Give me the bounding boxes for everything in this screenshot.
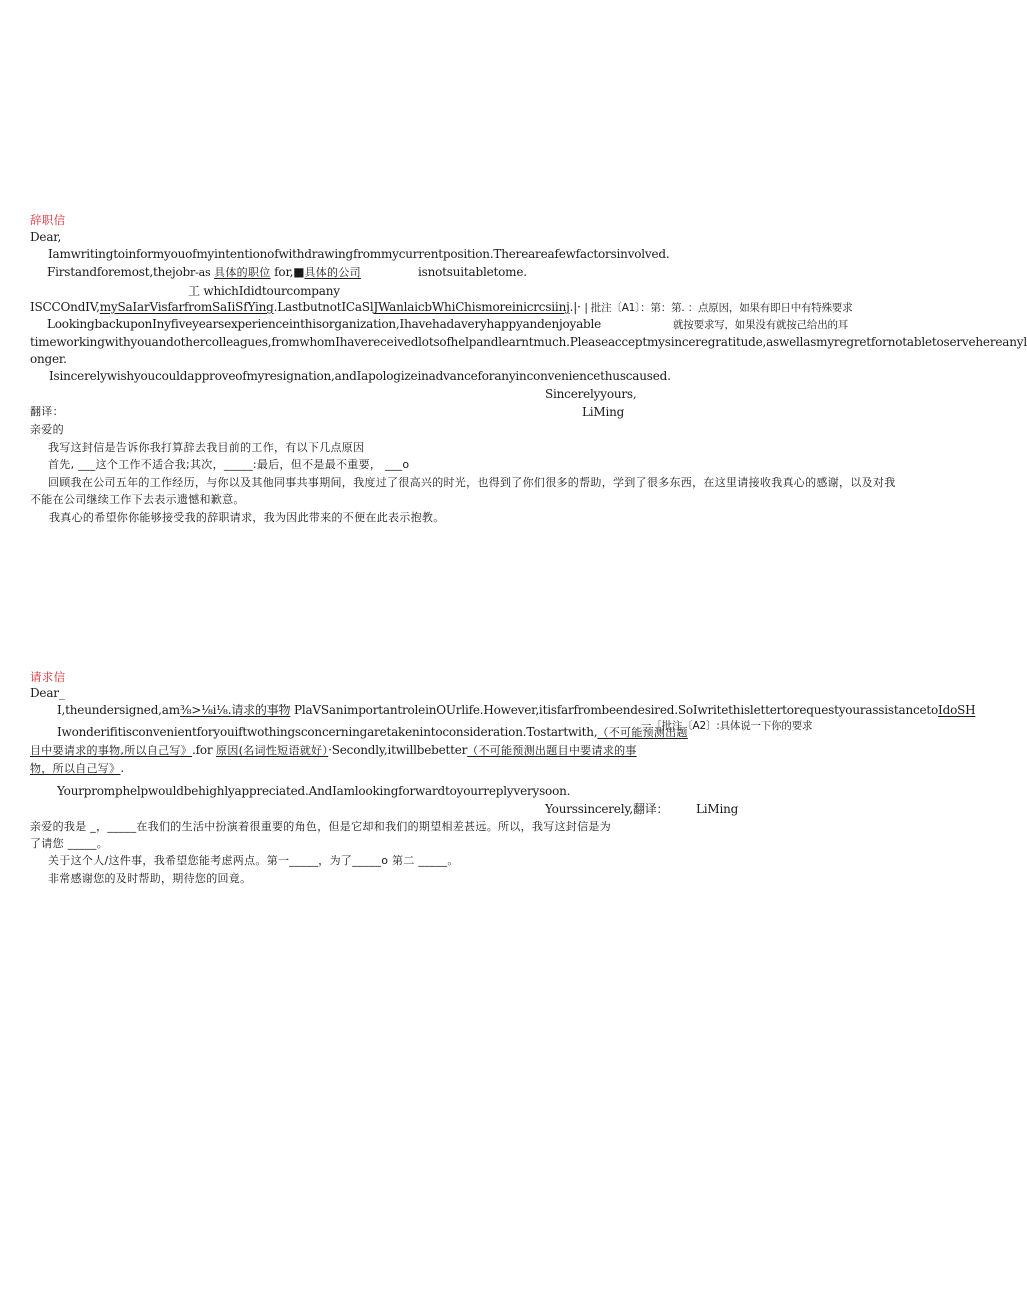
zh-paragraph-2: 首先, ___这个工作不适合我;其次，_____:最后，但不是最不重要， ___o: [48, 458, 410, 471]
request-salutation: Dear_: [30, 686, 65, 700]
rp1-underlined-d: IdoSH: [938, 703, 976, 717]
request-zh-paragraph-1b: 了请您 _____。: [30, 837, 108, 850]
rp2-underlined-b: （不可能预测出题: [597, 726, 688, 739]
rp1-text-c: PlaVSanimportantroleinOUrlife.However,itisfarfrombeendesired.SoIwritethislettertorequestyourassistanceto: [290, 703, 939, 717]
request-signature: LiMing: [696, 802, 739, 816]
rp3-underlined-c: 原因(名词性短语就好）: [216, 744, 329, 757]
rp1-underlined-b: ⅜>⅛i⅛.请求的事物: [179, 703, 291, 717]
resignation-paragraph-4-line-1: [47, 316, 601, 332]
resignation-salutation: Dear,: [30, 230, 62, 244]
request-paragraph-2-line-1: [57, 724, 688, 741]
resignation-closing: Sincerelyyours,: [545, 387, 637, 401]
resignation-heading: 辞职信: [30, 213, 66, 227]
zh-paragraph-1: 我写这封信是告诉你我打算辞去我目前的工作，有以下几点原因: [48, 441, 365, 454]
p3-text-a: ISCCOndIV,: [30, 300, 100, 314]
comment-a1: | 批注〔A1〕：第：第. ：点原因，如果有即日中有特殊要求: [584, 302, 853, 314]
zh-paragraph-3-line-2: 不能在公司继续工作下去表示遗憾和歉意。: [30, 493, 245, 506]
resignation-paragraph-4-line-3: onger.: [30, 352, 67, 366]
request-paragraph-3: Yourpromphelpwouldbehighlyappreciated.AndIamlookingforwardtoyourreplyverysoon.: [57, 784, 571, 798]
p3-text-c: .LastbutnotICaSl: [273, 300, 374, 314]
p4-text-b: Inyfiveyearsexperienceinthisorganization,Ihavehadaveryhappyandenjoyable: [152, 317, 602, 331]
translation-label: 翻译：: [30, 405, 64, 418]
resignation-paragraph-2: [47, 264, 361, 281]
request-paragraph-2-line-2: [30, 742, 637, 759]
rp3-text-d: ·Secondly,itwillbebetter: [328, 743, 468, 757]
zh-paragraph-3-line-1: 回顾我在公司五年的工作经历，与你以及其他同事共事期间，我度过了很高兴的时光，也得到了你们很多的帮助，学到了很多东西，在这里请接收我真心的感谢，以及对我: [48, 476, 896, 489]
resignation-paragraph-2-end: isnotsuitabletome.: [418, 265, 527, 279]
rp1-text-a: I,theundersigned,am: [57, 703, 180, 717]
blank-position: 具体的职位: [214, 266, 271, 279]
request-paragraph-1: [57, 702, 975, 718]
rp4-underlined-a: 物，所以自己写》: [30, 762, 121, 775]
resignation-paragraph-5: Isincerelywishyoucouldapproveofmyresignation,andIapologizeinadvanceforanyinconveniencethuscaused.: [49, 369, 671, 383]
p2-text-start: Firstandforemost,thejob: [47, 265, 191, 279]
resignation-paragraph-3: [30, 299, 853, 316]
resignation-paragraph-1: Iamwritingtoinformyouofmyintentionofwithdrawingfrommycurrentposition.Thereareafewfactorsinvolved.: [48, 247, 670, 261]
resignation-signature: LiMing: [582, 405, 625, 419]
p2-text-as: r-as: [190, 266, 211, 279]
p2-text-for: for,: [274, 265, 294, 279]
zh-paragraph-4: 我真心的希望你你能够接受我的辞职请求，我为因此带来的不便在此表示抱教。: [49, 511, 445, 524]
resignation-paragraph-4-line-2: timeworkingwithyouandothercolleagues,fromwhomIhavereceivedlotsofhelpandlearntmuch.Pleaseacceptmysinceregratitude,aswellasmyregretfornotabletoservehereanyl: [30, 335, 1027, 349]
p3-underlined-b: mySaIarVisfarfromSaIiSfYing: [99, 300, 274, 314]
blank-company: 具体的公司: [304, 266, 361, 279]
rp2-text-a: Iwonderifitisconvenientforyouiftwothingsconcerningaretakenintoconsideration.Tostartwith,: [57, 725, 598, 739]
request-paragraph-2-line-3: [30, 760, 124, 777]
p3-underlined-d: JWanlaicbWhiChismoreinicrcsiinj: [373, 300, 570, 314]
resignation-sub-line: 工 whichIdidtourcompany: [188, 284, 340, 298]
p4-text-a: Lookingbackupon: [47, 317, 153, 331]
request-heading: 请求信: [30, 670, 66, 684]
rp3-text-b: .for: [192, 743, 217, 757]
rp3-underlined-e: （不可能预测出题目中要请求的事: [467, 744, 637, 757]
square-icon: ■: [293, 265, 305, 279]
rp3-underlined-a: 目中要请求的事物,所以自己写》: [30, 744, 192, 757]
zh-salutation: 亲爱的: [30, 423, 64, 436]
request-zh-paragraph-2: 关于这个人/这件事，我希望您能考虑两点。第一_____，为了_____o 第二 _____。: [48, 854, 459, 867]
rp4-text-b: .: [120, 761, 125, 775]
request-zh-paragraph-1: 亲爱的我是 _，_____在我们的生活中扮演着很重要的角色，但是它却和我们的期望相差甚远。所以，我写这封信是为: [30, 820, 611, 833]
comment-a1-continued: 就按要求写，如果没有就按己给出的耳: [673, 319, 849, 331]
p3-text-e: .|·: [569, 300, 581, 314]
request-zh-paragraph-3: 非常感谢您的及时帮助，期待您的回竟。: [48, 872, 252, 885]
request-closing: Yourssincerely,翻译：: [545, 802, 669, 816]
comment-a2: 一［批注〔A2〕:具体说一下你的要求: [641, 720, 813, 732]
